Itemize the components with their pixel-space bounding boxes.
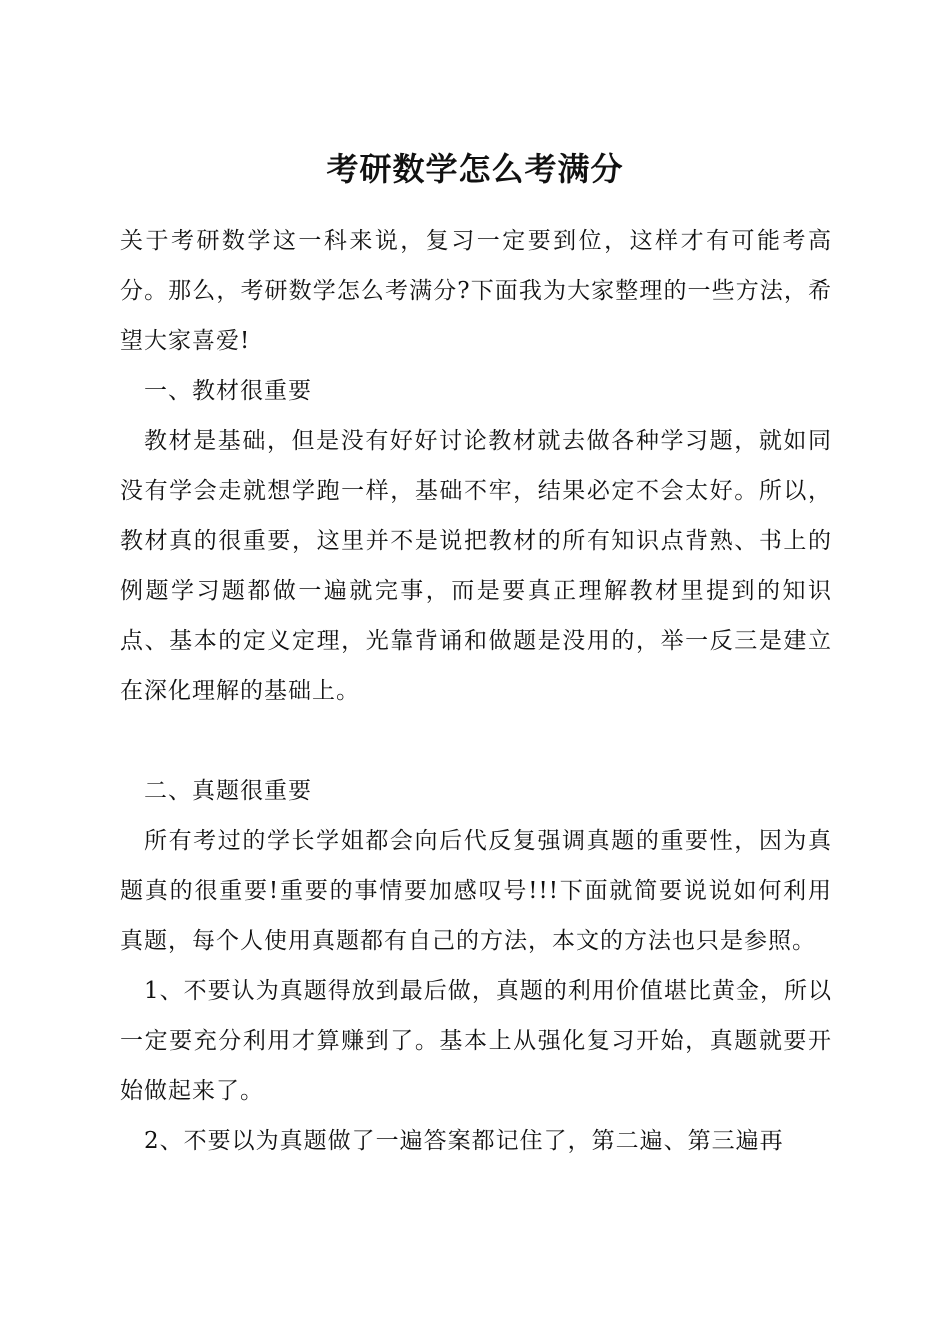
section-heading-past-exams: 二、真题很重要 [144, 778, 312, 804]
textbook-paragraph: 教材是基础，但是没有好好讨论教材就去做各种学习题，就如同没有学会走就想学跑一样，基础不牢，结果必定不会太好。所以，教材真的很重要，这里并不是说把教材的所有知识点背熟、书上的例题学习题都做一遍就完事，而是要真正理解教材里提到的知识点、基本的定义定理，光靠背诵和做题是没用的，举一反三是建立在深化理解的基础上。 [120, 428, 832, 704]
document-body [120, 216, 832, 1166]
list-item-2: 2、不要以为真题做了一遍答案都记住了，第二遍、第三遍再 [144, 1128, 784, 1154]
page-title: 考研数学怎么考满分 [326, 150, 624, 188]
blank-line [120, 716, 832, 766]
past-exams-paragraph: 所有考过的学长学姐都会向后代反复强调真题的重要性，因为真题真的很重要!重要的事情要加感叹号!!!下面就简要说说如何利用真题，每个人使用真题都有自己的方法，本文的方法也只是参照。 [120, 828, 832, 954]
section-heading-textbook: 一、教材很重要 [144, 378, 312, 404]
list-item-1: 1、不要认为真题得放到最后做，真题的利用价值堪比黄金，所以一定要充分利用才算赚到了。基本上从强化复习开始，真题就要开始做起来了。 [120, 978, 832, 1104]
intro-paragraph: 关于考研数学这一科来说，复习一定要到位，这样才有可能考高分。那么，考研数学怎么考满分?下面我为大家整理的一些方法，希望大家喜爱! [120, 228, 832, 354]
